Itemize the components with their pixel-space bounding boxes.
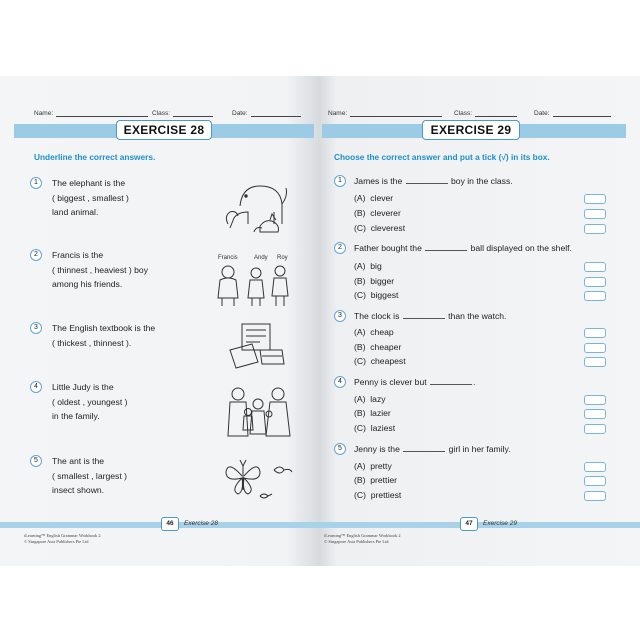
left-page: [0, 76, 318, 566]
question-number: 3: [334, 310, 346, 322]
tick-box[interactable]: [584, 224, 606, 234]
picture-label: Roy: [277, 255, 288, 261]
class-field: Class:: [152, 110, 213, 117]
option-a: (A) cheap: [354, 327, 394, 337]
option-b: (B) bigger: [354, 276, 395, 286]
instruction: Underline the correct answers.: [34, 152, 156, 162]
question-number: 2: [30, 249, 42, 261]
question-text: Jenny is the girl in her family.: [354, 444, 511, 454]
option-a: (A) pretty: [354, 461, 392, 471]
family-illustration: [226, 384, 292, 438]
name-field: Name:: [328, 110, 442, 117]
option-a: (A) lazy: [354, 394, 386, 404]
insects-illustration: [222, 456, 296, 500]
workbook-spread: [0, 76, 640, 566]
tick-box[interactable]: [584, 262, 606, 272]
tick-box[interactable]: [584, 424, 606, 434]
question-number: 5: [30, 455, 42, 467]
question-number: 3: [30, 322, 42, 334]
publisher-line: © Singapore Asia Publishers Pte Ltd: [24, 539, 89, 544]
boys-illustration: [214, 264, 296, 308]
footer-exercise: Exercise 29: [483, 520, 517, 527]
tick-box[interactable]: [584, 491, 606, 501]
option-c: (C) cheapest: [354, 356, 406, 366]
option-b: (B) lazier: [354, 408, 391, 418]
question-text: The elephant is the ( biggest , smallest ) land animal.: [52, 178, 129, 217]
option-c: (C) biggest: [354, 290, 399, 300]
date-field: Date:: [232, 110, 301, 117]
question-number: 1: [334, 175, 346, 187]
tick-box[interactable]: [584, 476, 606, 486]
option-c: (C) prettiest: [354, 490, 402, 500]
animals-illustration: [220, 176, 294, 236]
tick-box[interactable]: [584, 291, 606, 301]
option-a: (A) big: [354, 261, 382, 271]
tick-box[interactable]: [584, 395, 606, 405]
books-illustration: [226, 320, 288, 370]
publisher-line: © Singapore Asia Publishers Pte Ltd: [324, 539, 389, 544]
question-text: The English textbook is the ( thickest , thinnest ).: [52, 323, 156, 348]
question-text: Little Judy is the ( oldest , youngest ) in the family.: [52, 382, 128, 421]
footer-bar: [318, 522, 640, 528]
option-c: (C) laziest: [354, 423, 396, 433]
footer-bar: [0, 522, 318, 528]
class-field: Class:: [454, 110, 517, 117]
page-number: 46: [161, 517, 179, 531]
option-a: (A) clever: [354, 193, 394, 203]
right-page: [318, 76, 640, 566]
question-text: The ant is the ( smallest , largest ) insect shown.: [52, 456, 127, 495]
publisher-line: iLearning™ English Grammar Workbook 2: [24, 533, 101, 538]
question-number: 5: [334, 443, 346, 455]
tick-box[interactable]: [584, 277, 606, 287]
question-text: Francis is the ( thinnest , heaviest ) boy among his friends.: [52, 250, 149, 289]
question-text: The clock is than the watch.: [354, 311, 507, 321]
page-title: EXERCISE 29: [422, 120, 520, 140]
tick-box[interactable]: [584, 357, 606, 367]
tick-box[interactable]: [584, 209, 606, 219]
picture-label: Andy: [254, 255, 268, 261]
question-text: Penny is clever but .: [354, 377, 476, 387]
tick-box[interactable]: [584, 462, 606, 472]
page-number: 47: [460, 517, 478, 531]
question-text: Father bought the ball displayed on the shelf.: [354, 243, 572, 253]
instruction: Choose the correct answer and put a tick (√) in its box.: [334, 152, 550, 162]
publisher-line: iLearning™ English Grammar Workbook 2: [324, 533, 401, 538]
option-b: (B) cleverer: [354, 208, 401, 218]
tick-box[interactable]: [584, 343, 606, 353]
name-field: Name:: [34, 110, 148, 117]
question-number: 2: [334, 242, 346, 254]
option-b: (B) cheaper: [354, 342, 402, 352]
tick-box[interactable]: [584, 194, 606, 204]
question-number: 4: [30, 381, 42, 393]
page-title: EXERCISE 28: [116, 120, 212, 140]
picture-label: Francis: [218, 255, 238, 261]
tick-box[interactable]: [584, 328, 606, 338]
question-number: 1: [30, 177, 42, 189]
question-text: James is the boy in the class.: [354, 176, 513, 186]
footer-exercise: Exercise 28: [184, 520, 218, 527]
option-c: (C) cleverest: [354, 223, 406, 233]
question-number: 4: [334, 376, 346, 388]
tick-box[interactable]: [584, 409, 606, 419]
date-field: Date:: [534, 110, 611, 117]
option-b: (B) prettier: [354, 475, 397, 485]
